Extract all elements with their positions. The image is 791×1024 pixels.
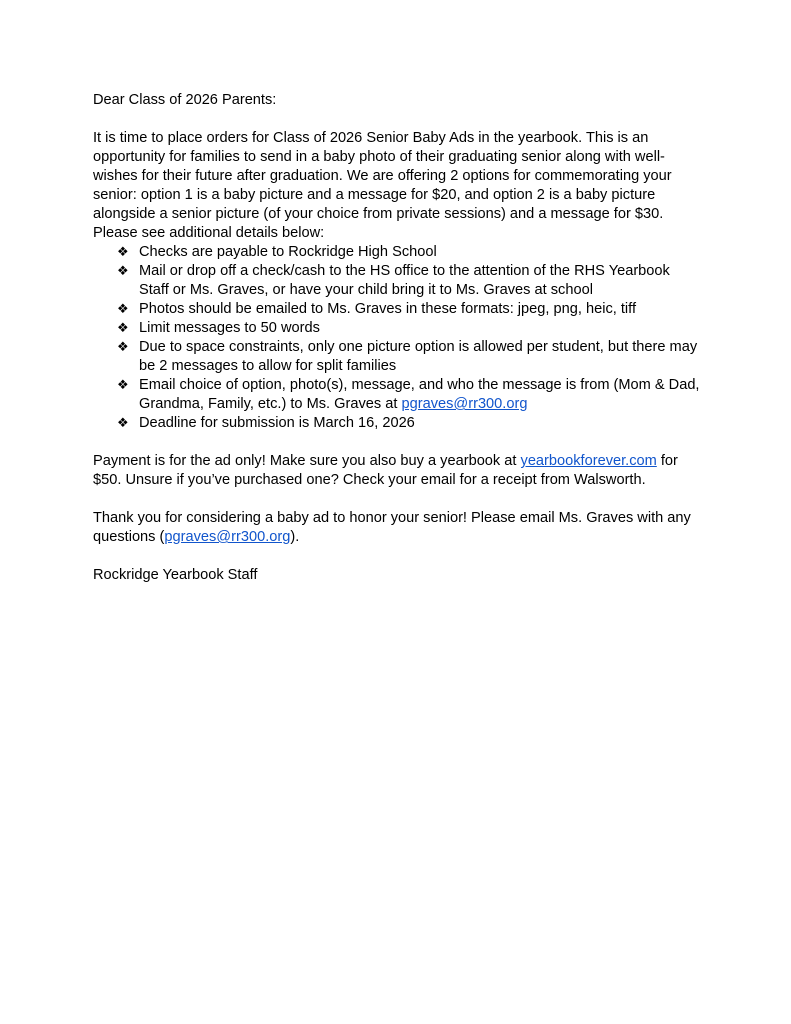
details-list bbox=[93, 243, 703, 433]
four-diamond-bullet-icon: ❖ bbox=[117, 302, 129, 317]
list-item bbox=[93, 376, 703, 414]
list-item-text: Email choice of option, photo(s), message, and who the message is from (Mom & Dad, Grandma, Family, etc.) to Ms. Graves at bbox=[139, 377, 700, 412]
payment-text-end: for $50. Unsure if you’ve purchased one? Check your email for a receipt from Walsworth. bbox=[93, 453, 678, 488]
thanks-text-end: ). bbox=[290, 529, 300, 545]
spacer bbox=[93, 490, 703, 509]
spacer bbox=[93, 547, 703, 566]
four-diamond-bullet-icon: ❖ bbox=[117, 321, 129, 336]
list-item bbox=[93, 262, 703, 300]
thanks-text: Thank you for considering a baby ad to honor your senior! Please email Ms. Graves with any questions ( bbox=[93, 510, 691, 545]
four-diamond-bullet-icon: ❖ bbox=[117, 264, 129, 279]
list-item-text: Checks are payable to Rockridge High School bbox=[139, 244, 437, 260]
list-item-text: Mail or drop off a check/cash to the HS office to the attention of the RHS Yearbook Staff or Ms. Graves, or have your child bring it to Ms. Graves at school bbox=[139, 263, 670, 298]
yearbook-website-link[interactable]: yearbookforever.com bbox=[520, 453, 657, 469]
list-item-text: Due to space constraints, only one picture option is allowed per student, but there may be 2 messages to allow for split families bbox=[139, 339, 698, 374]
four-diamond-bullet-icon: ❖ bbox=[117, 378, 129, 393]
four-diamond-bullet-icon: ❖ bbox=[117, 340, 129, 355]
list-item bbox=[93, 319, 703, 338]
list-item-text: Limit messages to 50 words bbox=[139, 320, 320, 336]
email-link[interactable]: pgraves@rr300.org bbox=[164, 529, 291, 545]
list-item bbox=[93, 338, 703, 376]
four-diamond-bullet-icon: ❖ bbox=[117, 245, 129, 260]
letter bbox=[93, 91, 703, 585]
greeting: Dear Class of 2026 Parents: bbox=[93, 92, 277, 108]
payment-text: Payment is for the ad only! Make sure you also buy a yearbook at bbox=[93, 453, 521, 469]
list-item-text: Deadline for submission is March 16, 2026 bbox=[139, 415, 415, 431]
email-link[interactable]: pgraves@rr300.org bbox=[401, 396, 528, 412]
intro-paragraph: It is time to place orders for Class of 2026 Senior Baby Ads in the yearbook. This is an opportunity for families to send in a baby photo of their graduating senior along with well-wishes for their future after graduation. We are offering 2 options for commemorating your senior: option 1 is a baby picture and a message for $20, and option 2 is a baby picture alongside a senior picture (of your choice from private sessions) and a message for $30. Please see additional details below: bbox=[93, 130, 672, 241]
spacer bbox=[93, 433, 703, 452]
list-item bbox=[93, 243, 703, 262]
payment-paragraph bbox=[93, 452, 703, 490]
signature: Rockridge Yearbook Staff bbox=[93, 567, 258, 583]
list-item bbox=[93, 414, 703, 433]
list-item bbox=[93, 300, 703, 319]
four-diamond-bullet-icon: ❖ bbox=[117, 416, 129, 431]
list-item-text: Photos should be emailed to Ms. Graves in these formats: jpeg, png, heic, tiff bbox=[139, 301, 636, 317]
thanks-paragraph bbox=[93, 509, 703, 547]
spacer bbox=[93, 110, 703, 129]
